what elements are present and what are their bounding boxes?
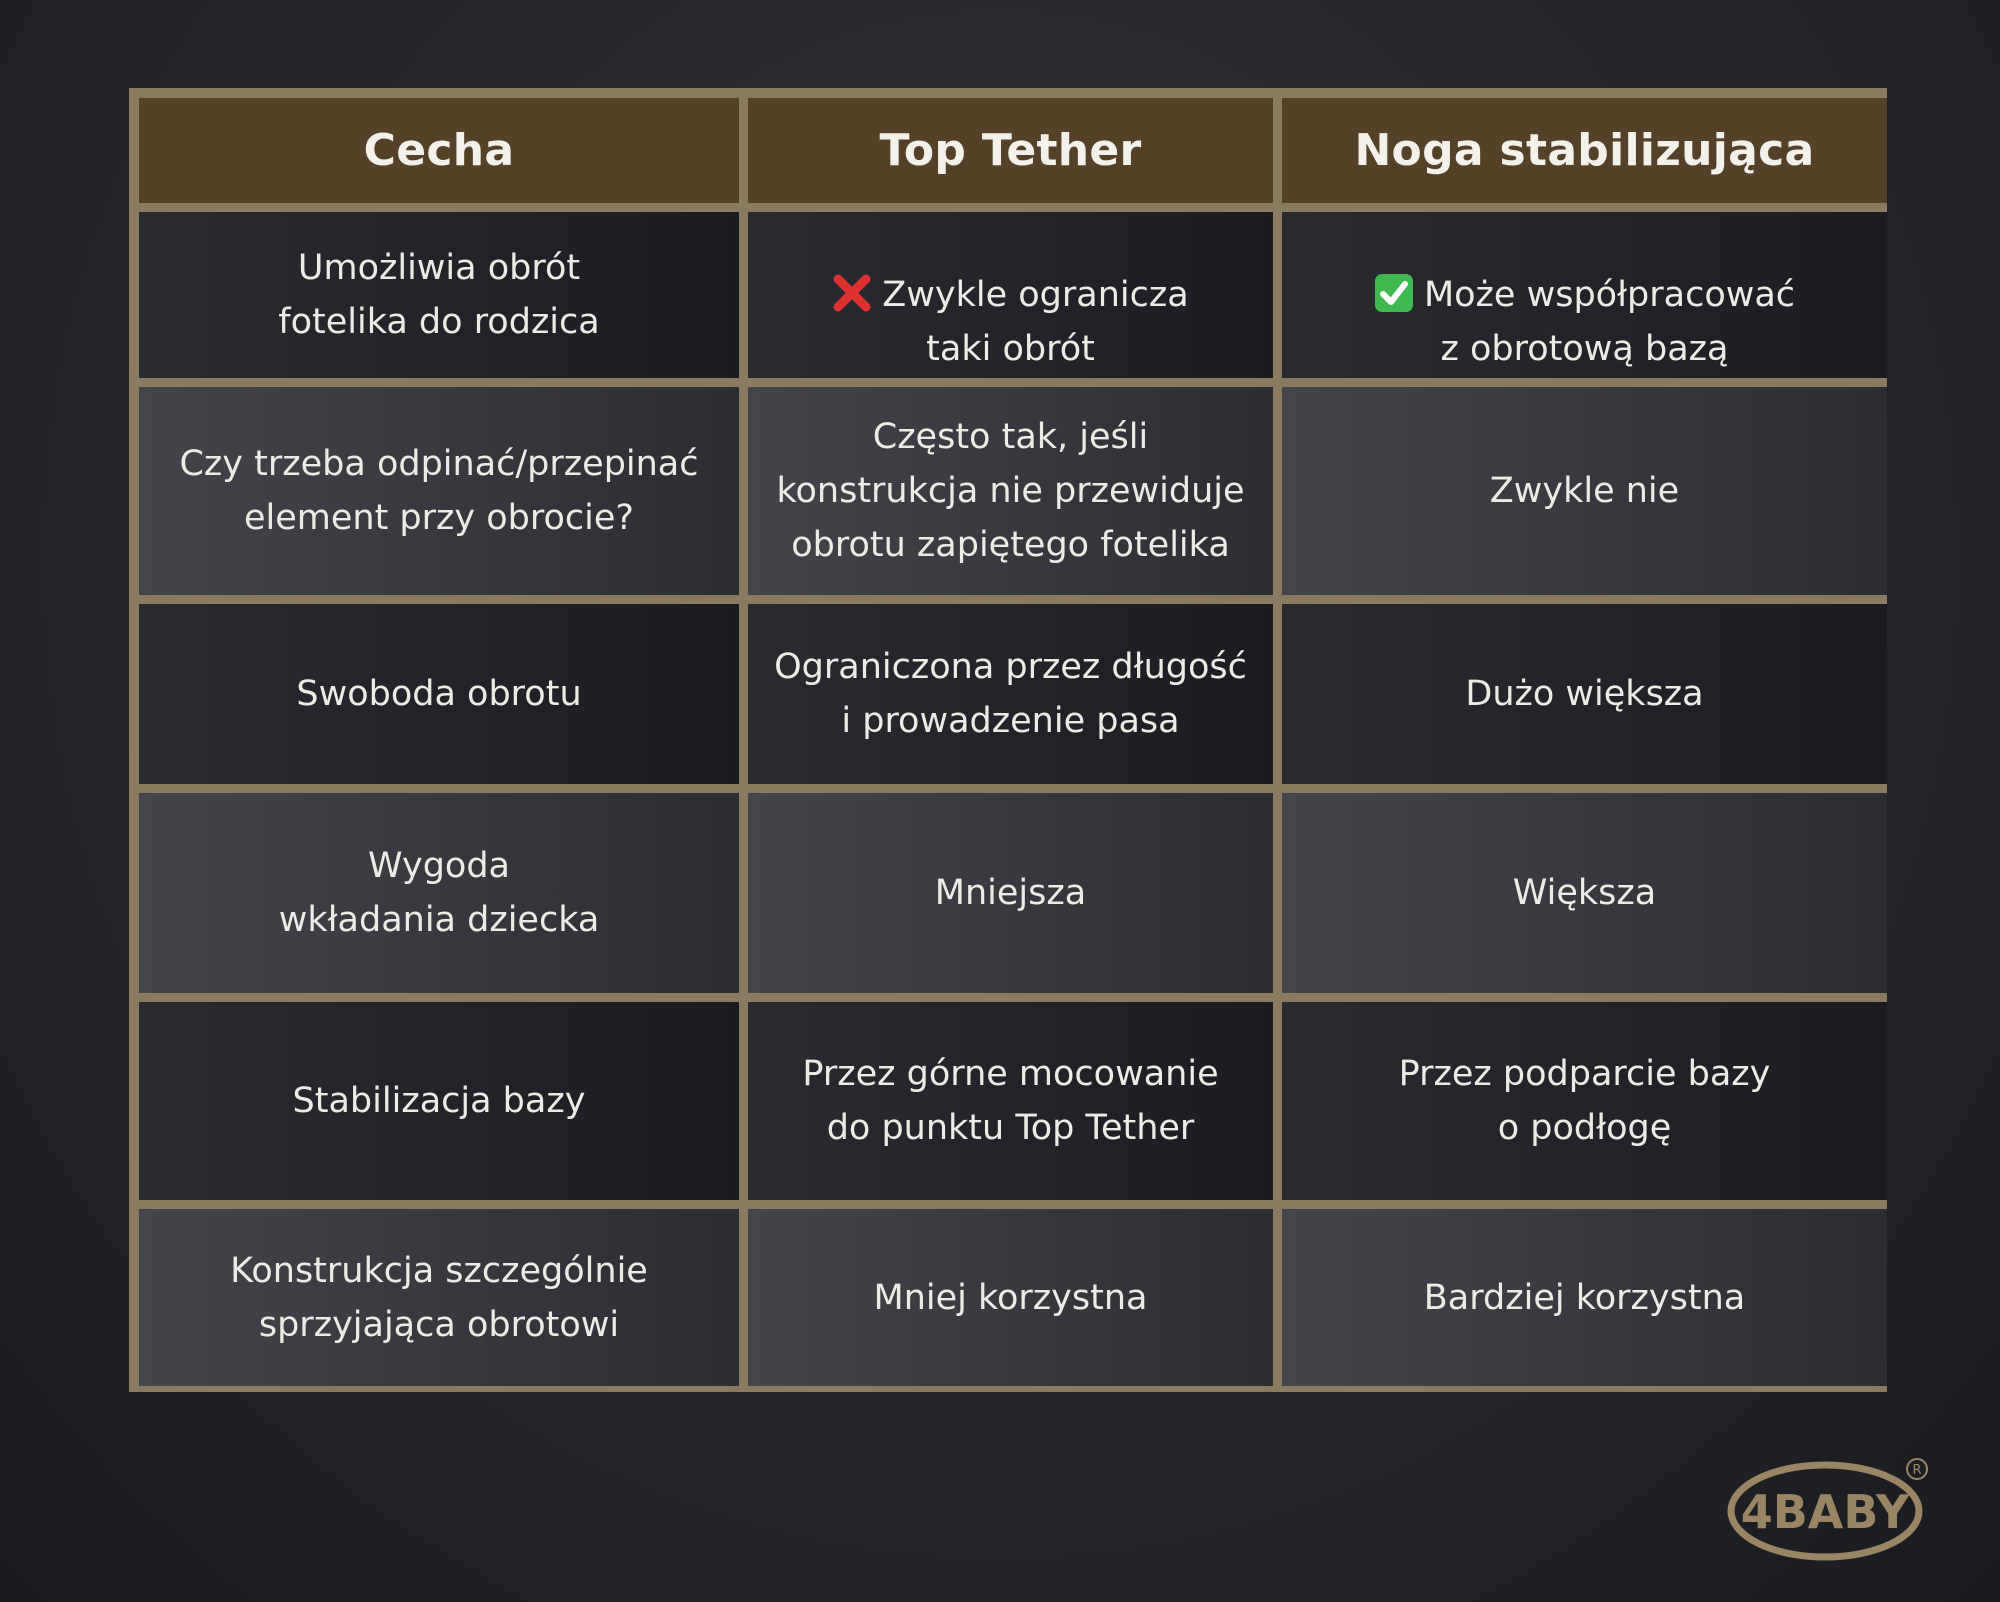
brand-logo [1724, 1456, 1926, 1566]
stabilizing-leg-cell: Zwykle nie [1282, 387, 1887, 595]
top-tether-cell: Mniejsza [748, 793, 1273, 993]
top-tether-cell: Często tak, jeśli konstrukcja nie przewiduje obrotu zapiętego fotelika [748, 387, 1273, 595]
comparison-table [139, 98, 1877, 1382]
top-tether-text: Zwykle ogranicza taki obrót [882, 275, 1189, 369]
feature-cell: Stabilizacja bazy [139, 1002, 739, 1200]
header-cell-top-tether: Top Tether [748, 98, 1273, 203]
stabilizing-leg-cell: Bardziej korzystna [1282, 1209, 1887, 1386]
header-cell-stabilizing-leg: Noga stabilizująca [1282, 98, 1887, 203]
brand-logo-text: 4BABY [1740, 1485, 1910, 1539]
stabilizing-leg-cell [1282, 212, 1887, 378]
top-tether-cell: Przez górne mocowanie do punktu Top Tether [748, 1002, 1273, 1200]
svg-text:R: R [1912, 1463, 1922, 1478]
header-cell-feature: Cecha [139, 98, 739, 203]
feature-cell: Wygoda wkładania dziecka [139, 793, 739, 993]
stabilizing-leg-text: Może współpracować z obrotową bazą [1423, 275, 1796, 369]
feature-cell: Konstrukcja szczególnie sprzyjająca obrotowi [139, 1209, 739, 1386]
stabilizing-leg-cell: Przez podparcie bazy o podłogę [1282, 1002, 1887, 1200]
stabilizing-leg-cell: Dużo większa [1282, 604, 1887, 784]
feature-cell: Umożliwia obrót fotelika do rodzica [139, 212, 739, 378]
top-tether-cell: Mniej korzystna [748, 1209, 1273, 1386]
stabilizing-leg-cell: Większa [1282, 793, 1887, 993]
top-tether-cell [748, 212, 1273, 378]
registered-mark-icon [1904, 1456, 1930, 1482]
check-mark-icon [1374, 273, 1414, 313]
top-tether-cell: Ograniczona przez długość i prowadzenie pasa [748, 604, 1273, 784]
feature-cell: Swoboda obrotu [139, 604, 739, 784]
comparison-table-frame [129, 88, 1887, 1392]
cross-mark-icon [832, 273, 872, 313]
feature-cell: Czy trzeba odpinać/przepinać element przy obrocie? [139, 387, 739, 595]
